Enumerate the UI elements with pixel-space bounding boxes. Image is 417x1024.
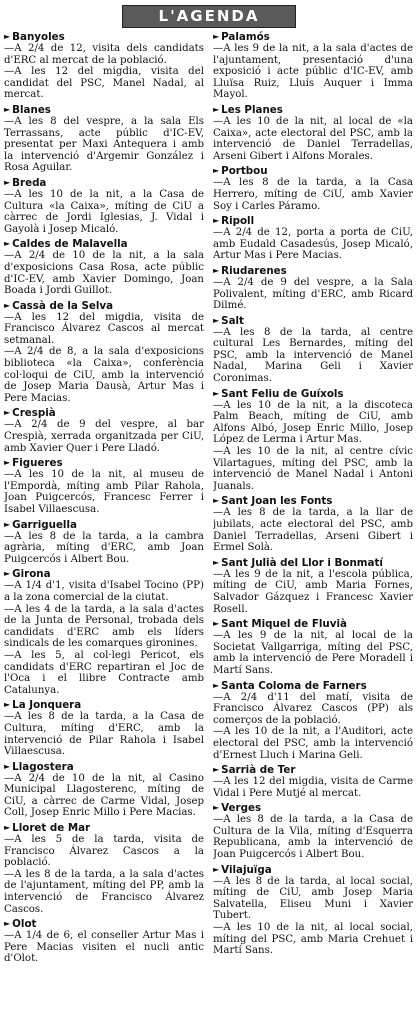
- town-heading: [213, 215, 413, 227]
- town-heading: [4, 238, 204, 250]
- agenda-entry: [213, 104, 413, 162]
- town-name: Vilajuïga: [221, 863, 272, 876]
- arrow-icon: ►: [213, 765, 220, 775]
- town-name: Garriguella: [12, 518, 77, 531]
- event-text: —A les 12 del migdia, visita de Francisco Álvarez Cascos al mercat setmanal.: [4, 311, 204, 346]
- event-text: —A 2/4 de 12, porta a porta de CiU, amb Eudald Casadesús, Josep Micaló, Artur Mas i Pere Macias.: [213, 227, 413, 262]
- agenda-entry: [213, 265, 413, 312]
- event-text: —A 2/4 de 10 de la nit, al Casino Municipal Llagosterenc, míting de CiU, a càrrec de Carme Vidal, Josep Coll, Josep Enric Millo i Pere Macias.: [4, 772, 204, 819]
- town-name: Sant Julià del Llor i Bonmatí: [221, 556, 383, 569]
- event-text: —A les 10 de la nit, al museu de l'Empordà, míting amb Pilar Rahola, Joan Puigcercós, Francesc Ferrer i Isabel Villaescusa.: [4, 469, 204, 515]
- event-text: —A les 8 del vespre, a la sala Els Terrassans, acte públic d'IC-EV, presentat per Maxi Antequera i amb la intervenció d'Argemir González i Rosa Aguilar.: [4, 115, 204, 174]
- town-heading: [213, 388, 413, 400]
- agenda-entry: [4, 822, 204, 915]
- agenda-entry: [213, 388, 413, 493]
- arrow-icon: ►: [213, 216, 220, 226]
- town-heading: [4, 699, 204, 711]
- arrow-icon: ►: [4, 823, 11, 833]
- agenda-entry: [4, 238, 204, 296]
- agenda-entry: [4, 177, 204, 235]
- agenda-entry: [4, 568, 204, 696]
- event-text: —A les 10 de la nit, al local social, míting del PSC, amb Maria Crehuet i Martí Sans.: [213, 922, 413, 957]
- town-name: Riudarenes: [221, 264, 287, 277]
- arrow-icon: ►: [4, 458, 11, 468]
- town-name: Ripoll: [221, 215, 255, 228]
- agenda-column-right: [213, 31, 413, 1021]
- arrow-icon: ►: [213, 619, 220, 629]
- event-text: —A 2/4 de 12, visita dels candidats d'ERC al mercat de la població.: [4, 43, 204, 66]
- event-text: —A les 10 de la nit, al local de «la Caixa», acte electoral del PSC, amb la intervenció de Daniel Terradellas, Arseni Gibert i Alfons Morales.: [213, 115, 413, 162]
- event-text: —A 2/4 de 9 del vespre, al bar Crespià, xerrada organitzada per CiU, amb Xavier Quer i Pere Lladó.: [4, 419, 204, 454]
- arrow-icon: ►: [4, 104, 11, 114]
- agenda-entry: [213, 315, 413, 385]
- event-text: —A les 10 de la nit, a la Casa de Cultura «la Caixa», míting de CiU a càrrec de Jordi Iglesias, J. Vidal i Gayolà i Josep Micaló.: [4, 188, 204, 235]
- town-heading: [4, 104, 204, 116]
- section-header-box: [122, 5, 296, 28]
- town-heading: [213, 680, 413, 692]
- town-heading: [4, 300, 204, 312]
- agenda-entry: [213, 495, 413, 553]
- town-heading: [4, 407, 204, 419]
- town-heading: [213, 31, 413, 43]
- agenda-entry: [213, 764, 413, 799]
- town-name: Sant Joan les Fonts: [221, 495, 333, 508]
- arrow-icon: ►: [4, 700, 11, 710]
- agenda-entry: [213, 802, 413, 860]
- agenda-entry: [4, 300, 204, 405]
- town-name: Sant Feliu de Guíxols: [221, 387, 344, 400]
- arrow-icon: ►: [213, 32, 220, 41]
- event-text: —A 2/4 de 9 del vespre, a la Sala Polivalent, míting d'ERC, amb Ricard Dilmé.: [213, 276, 413, 312]
- agenda-entry: [4, 761, 204, 819]
- town-name: Les Planes: [221, 103, 283, 116]
- event-text: —A les 8 de la tarda, al local social, míting de CiU, amb Josep Maria Salvatella, Eliseu Muni i Xavier Tubert.: [213, 875, 413, 922]
- event-text: —A les 12 del migdia, visita de Carme Vidal i Pere Mutjé al mercat.: [213, 776, 413, 799]
- event-text: —A les 9 de la nit, al local de la Societat Vallgarriga, míting del PSC, amb la intervenció de Pere Moradell i Martí Sans.: [213, 630, 413, 676]
- event-text: —A les 8 de la tarda, a la Casa de Cultura, míting d'ERC, amb la intervenció de Pilar Rahola i Isabel Villaescusa.: [4, 711, 204, 758]
- arrow-icon: ►: [4, 32, 11, 41]
- arrow-icon: ►: [4, 239, 11, 249]
- town-name: Palamós: [221, 31, 270, 43]
- town-name: Crespià: [12, 407, 56, 420]
- town-name: Breda: [12, 176, 47, 189]
- town-name: Caldes de Malavella: [12, 238, 128, 251]
- town-name: Olot: [12, 918, 37, 931]
- town-name: Blanes: [12, 103, 51, 116]
- event-text: —A les 8 de la tarda, a la Casa de Cultura de la Vila, míting d'Esquerra Republicana, amb la intervenció de Joan Puigcercós i Albert Bou.: [213, 814, 413, 861]
- agenda-entry: [213, 557, 413, 615]
- arrow-icon: ►: [213, 388, 220, 398]
- event-text: —A les 5, al col·legi Pericot, els candidats d'ERC repartiran el Joc de l'Oca i el llibre Contracte amb Catalunya.: [4, 649, 204, 696]
- town-heading: [213, 557, 413, 569]
- town-heading: [213, 104, 413, 116]
- event-text: —A les 5 de la tarda, visita de Francisco Álvarez Cascos a la població.: [4, 834, 204, 869]
- town-heading: [4, 822, 204, 834]
- town-name: La Jonquera: [12, 699, 82, 712]
- event-text: —A les 10 de la nit, a l'Auditori, acte electoral del PSC, amb la intervenció d'Ernest Lluch i Marina Geli.: [213, 726, 413, 761]
- arrow-icon: ►: [213, 803, 220, 813]
- town-name: Lloret de Mar: [12, 822, 91, 835]
- agenda-entry: [4, 519, 204, 566]
- arrow-icon: ►: [4, 569, 11, 579]
- event-text: —A les 9 de la nit, a l'escola pública, míting de CiU, amb Maria Fornes, Salvador Gázquez i Francesc Xavier Rosell.: [213, 568, 413, 615]
- arrow-icon: ►: [213, 864, 220, 874]
- event-text: —A 2/4 de 10 de la nit, a la sala d'exposicions Casa Rosa, acte públic d'IC-EV, amb Xavier Domingo, Joan Boada i Jordi Guillot.: [4, 250, 204, 297]
- town-heading: [4, 519, 204, 531]
- event-text: —A les 8 de la tarda, a la llar de jubilats, acte electoral del PSC, amb Daniel Terradellas, Arseni Gibert i Ermel Solà.: [213, 507, 413, 554]
- town-heading: [4, 918, 204, 930]
- event-text: —A 2/4 de 8, a la sala d'exposicions biblioteca «la Caixa», conferència col·loqui de CiU, amb la intervenció de Josep Maria Dausà, Artur Mas i Pere Macias.: [4, 346, 204, 404]
- town-heading: [213, 864, 413, 876]
- arrow-icon: ►: [213, 315, 220, 325]
- arrow-icon: ►: [213, 496, 220, 506]
- town-heading: [4, 177, 204, 189]
- town-name: Llagostera: [12, 760, 74, 773]
- event-text: —A les 8 de la tarda, al centre cultural Les Bernardes, míting del PSC, amb la intervenció de Manel Nadal, Marina Geli i Xavier Coronimas.: [213, 326, 413, 385]
- agenda-column-left: [4, 31, 204, 1021]
- arrow-icon: ►: [4, 300, 11, 310]
- town-name: Portbou: [221, 165, 268, 178]
- town-name: Figueres: [12, 457, 63, 470]
- agenda-entry: [4, 31, 204, 101]
- agenda-entry: [213, 31, 413, 101]
- agenda-entry: [213, 215, 413, 262]
- town-heading: [213, 265, 413, 277]
- agenda-entry: [213, 618, 413, 676]
- agenda-entry: [4, 918, 204, 965]
- town-heading: [213, 764, 413, 776]
- town-heading: [213, 618, 413, 630]
- town-name: Salt: [221, 314, 244, 327]
- event-text: —A les 8 de la tarda, a la Casa Herrero, míting de CiU, amb Xavier Soy i Carles Páramo.: [213, 177, 413, 212]
- town-name: Sant Miquel de Fluvià: [221, 618, 347, 631]
- town-name: Verges: [221, 802, 262, 815]
- town-name: Girona: [12, 568, 51, 581]
- event-text: —A 1/4 d'1, visita d'Isabel Tocino (PP) a la zona comercial de la ciutat.: [4, 580, 204, 603]
- town-heading: [213, 165, 413, 177]
- agenda-entry: [4, 104, 204, 174]
- town-heading: [4, 568, 204, 580]
- town-name: Cassà de la Selva: [12, 299, 114, 312]
- arrow-icon: ►: [4, 177, 11, 187]
- arrow-icon: ►: [213, 557, 220, 567]
- event-text: —A les 10 de la nit, al centre cívic Vilartagues, míting del PSC, amb la intervenció de Manel Nadal i Antoni Juanals.: [213, 446, 413, 492]
- town-name: Santa Coloma de Farners: [221, 679, 367, 692]
- agenda-entry: [4, 457, 204, 515]
- event-text: —A les 9 de la nit, a la sala d'actes de l'ajuntament, presentació d'una exposició i acte públic d'IC-EV, amb Lluïsa Ruiz, Lluís Auquer i Imma Mayol.: [213, 43, 413, 101]
- event-text: —A 2/4 d'11 del matí, visita de Francisco Álvarez Cascos (PP) als comerços de la població.: [213, 691, 413, 726]
- town-heading: [213, 802, 413, 814]
- town-name: Sarrià de Ter: [221, 764, 296, 777]
- town-heading: [213, 315, 413, 327]
- event-text: —A 1/4 de 6, el conseller Artur Mas i Pere Macias visiten el nucli antic d'Olot.: [4, 930, 204, 965]
- arrow-icon: ►: [213, 104, 220, 114]
- arrow-icon: ►: [4, 919, 11, 929]
- arrow-icon: ►: [213, 265, 220, 275]
- section-header: [0, 5, 417, 27]
- arrow-icon: ►: [4, 408, 11, 418]
- event-text: —A les 4 de la tarda, a la sala d'actes de la Junta de Personal, trobada dels candidats d'ERC amb els líders sindicals de les comarques gironines.: [4, 603, 204, 650]
- agenda-entry: [4, 699, 204, 757]
- arrow-icon: ►: [4, 519, 11, 529]
- town-name: Banyoles: [12, 31, 65, 43]
- town-heading: [4, 761, 204, 773]
- agenda-columns: [4, 31, 414, 1021]
- agenda-entry: [213, 680, 413, 762]
- arrow-icon: ►: [213, 166, 220, 176]
- event-text: —A les 10 de la nit, a la discoteca Palm Beach, míting de CiU, amb Alfons Albó, Josep Enric Millo, Josep López de Lerma i Artur Mas.: [213, 399, 413, 446]
- arrow-icon: ►: [213, 680, 220, 690]
- agenda-entry: [213, 864, 413, 957]
- event-text: —A les 8 de la tarda, a la cambra agrària, míting d'ERC, amb Joan Puigcercós i Albert Bou.: [4, 530, 204, 565]
- town-heading: [4, 457, 204, 469]
- section-title: L'AGENDA: [158, 7, 260, 25]
- agenda-entry: [4, 407, 204, 454]
- agenda-entry: [213, 165, 413, 212]
- event-text: —A les 8 de la tarda, a la sala d'actes de l'ajuntament, míting del PP, amb la intervenció de Francisco Álvarez Cascos.: [4, 868, 204, 915]
- town-heading: [4, 31, 204, 43]
- event-text: —A les 12 del migdia, visita del candidat del PSC, Manel Nadal, al mercat.: [4, 66, 204, 101]
- arrow-icon: ►: [4, 761, 11, 771]
- town-heading: [213, 495, 413, 507]
